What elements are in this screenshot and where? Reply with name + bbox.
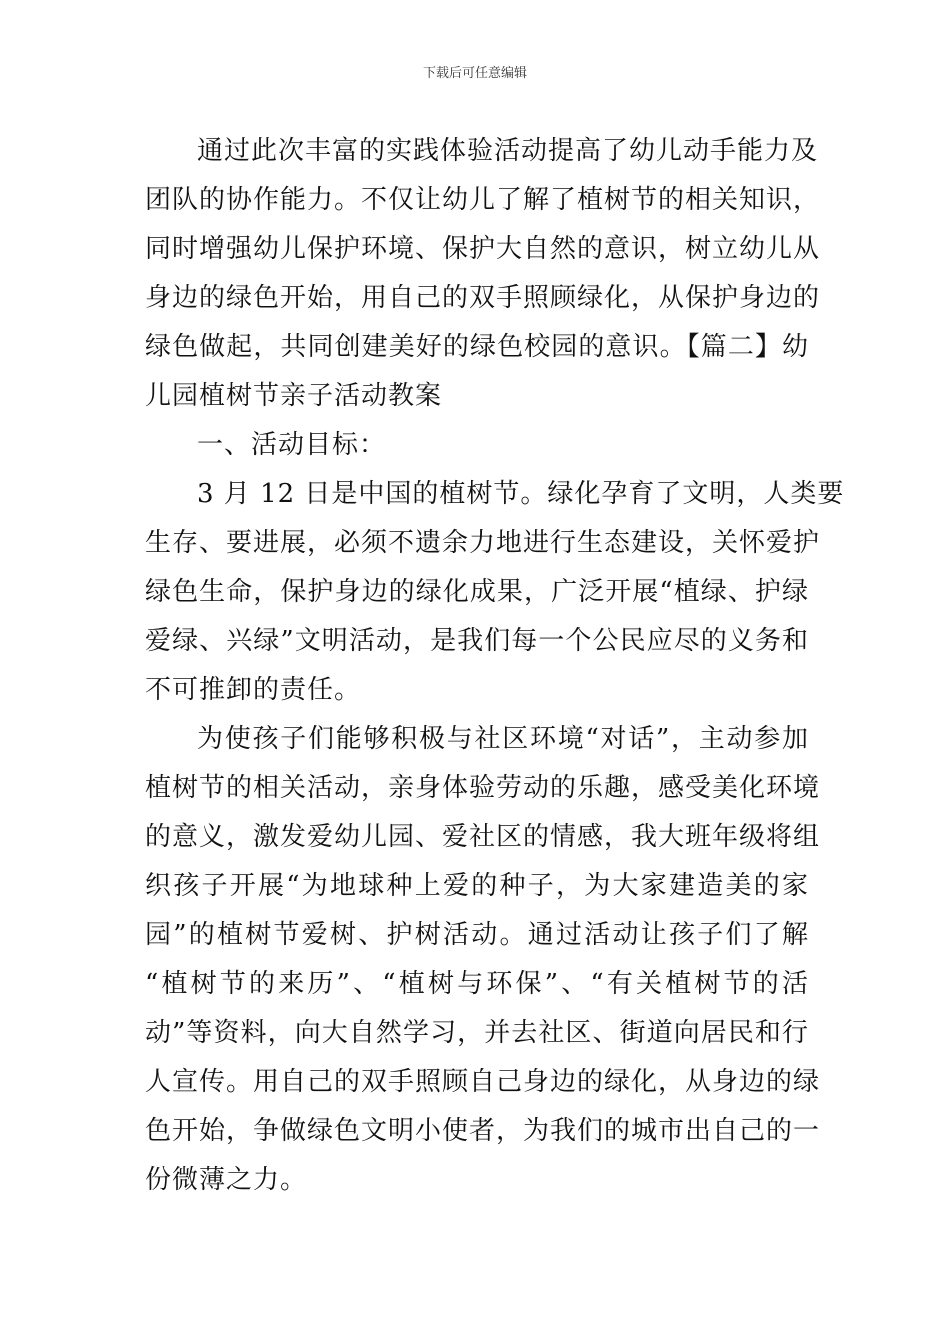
text-line: 同时增强幼儿保护环境、保护大自然的意识，树立幼儿从 <box>145 234 821 264</box>
text-line: 人宣传。用自己的双手照顾自己身边的绿化，从身边的绿 <box>145 1067 821 1097</box>
text-line: 园”的植树节爱树、护树活动。通过活动让孩子们了解 <box>145 920 809 950</box>
text-line: “植树节的来历”、“植树与环保”、“有关植树节的活 <box>145 969 809 999</box>
text-line: 通过此次丰富的实践体验活动提高了幼儿动手能力及 <box>197 136 819 166</box>
text-line: 3 月 12 日是中国的植树节。绿化孕育了文明，人类要 <box>197 479 845 509</box>
text-line: 生存、要进展，必须不遗余力地进行生态建设，关怀爱护 <box>145 528 821 558</box>
text-line: 为使孩子们能够积极与社区环境“对话”，主动参加 <box>197 724 809 754</box>
text-line: 爱绿、兴绿”文明活动，是我们每一个公民应尽的义务和 <box>145 626 809 656</box>
page-header: 下载后可任意编辑 <box>422 66 527 81</box>
text-line: 动”等资料，向大自然学习，并去社区、街道向居民和行 <box>145 1018 809 1048</box>
text-line: 的意义，激发爱幼儿园、爱社区的情感，我大班年级将组 <box>145 822 821 852</box>
text-line: 身边的绿色开始，用自己的双手照顾绿化，从保护身边的 <box>145 283 821 313</box>
text-line: 绿色做起，共同创建美好的绿色校园的意识。【篇二】幼 <box>145 332 809 362</box>
text-line: 不可推卸的责任。 <box>145 675 362 705</box>
text-line: 团队的协作能力。不仅让幼儿了解了植树节的相关知识， <box>145 185 821 215</box>
text-line: 儿园植树节亲子活动教案 <box>145 381 443 411</box>
text-line: 份微薄之力。 <box>145 1165 308 1195</box>
section-heading: 一、活动目标： <box>197 430 387 460</box>
text-line: 织孩子开展“为地球种上爱的种子，为大家建造美的家 <box>145 871 809 901</box>
text-line: 绿色生命，保护身边的绿化成果，广泛开展“植绿、护绿 <box>145 577 809 607</box>
document-body <box>145 127 845 1205</box>
text-line: 色开始，争做绿色文明小使者，为我们的城市出自己的一 <box>145 1116 821 1146</box>
text-line: 植树节的相关活动，亲身体验劳动的乐趣，感受美化环境 <box>145 773 821 803</box>
